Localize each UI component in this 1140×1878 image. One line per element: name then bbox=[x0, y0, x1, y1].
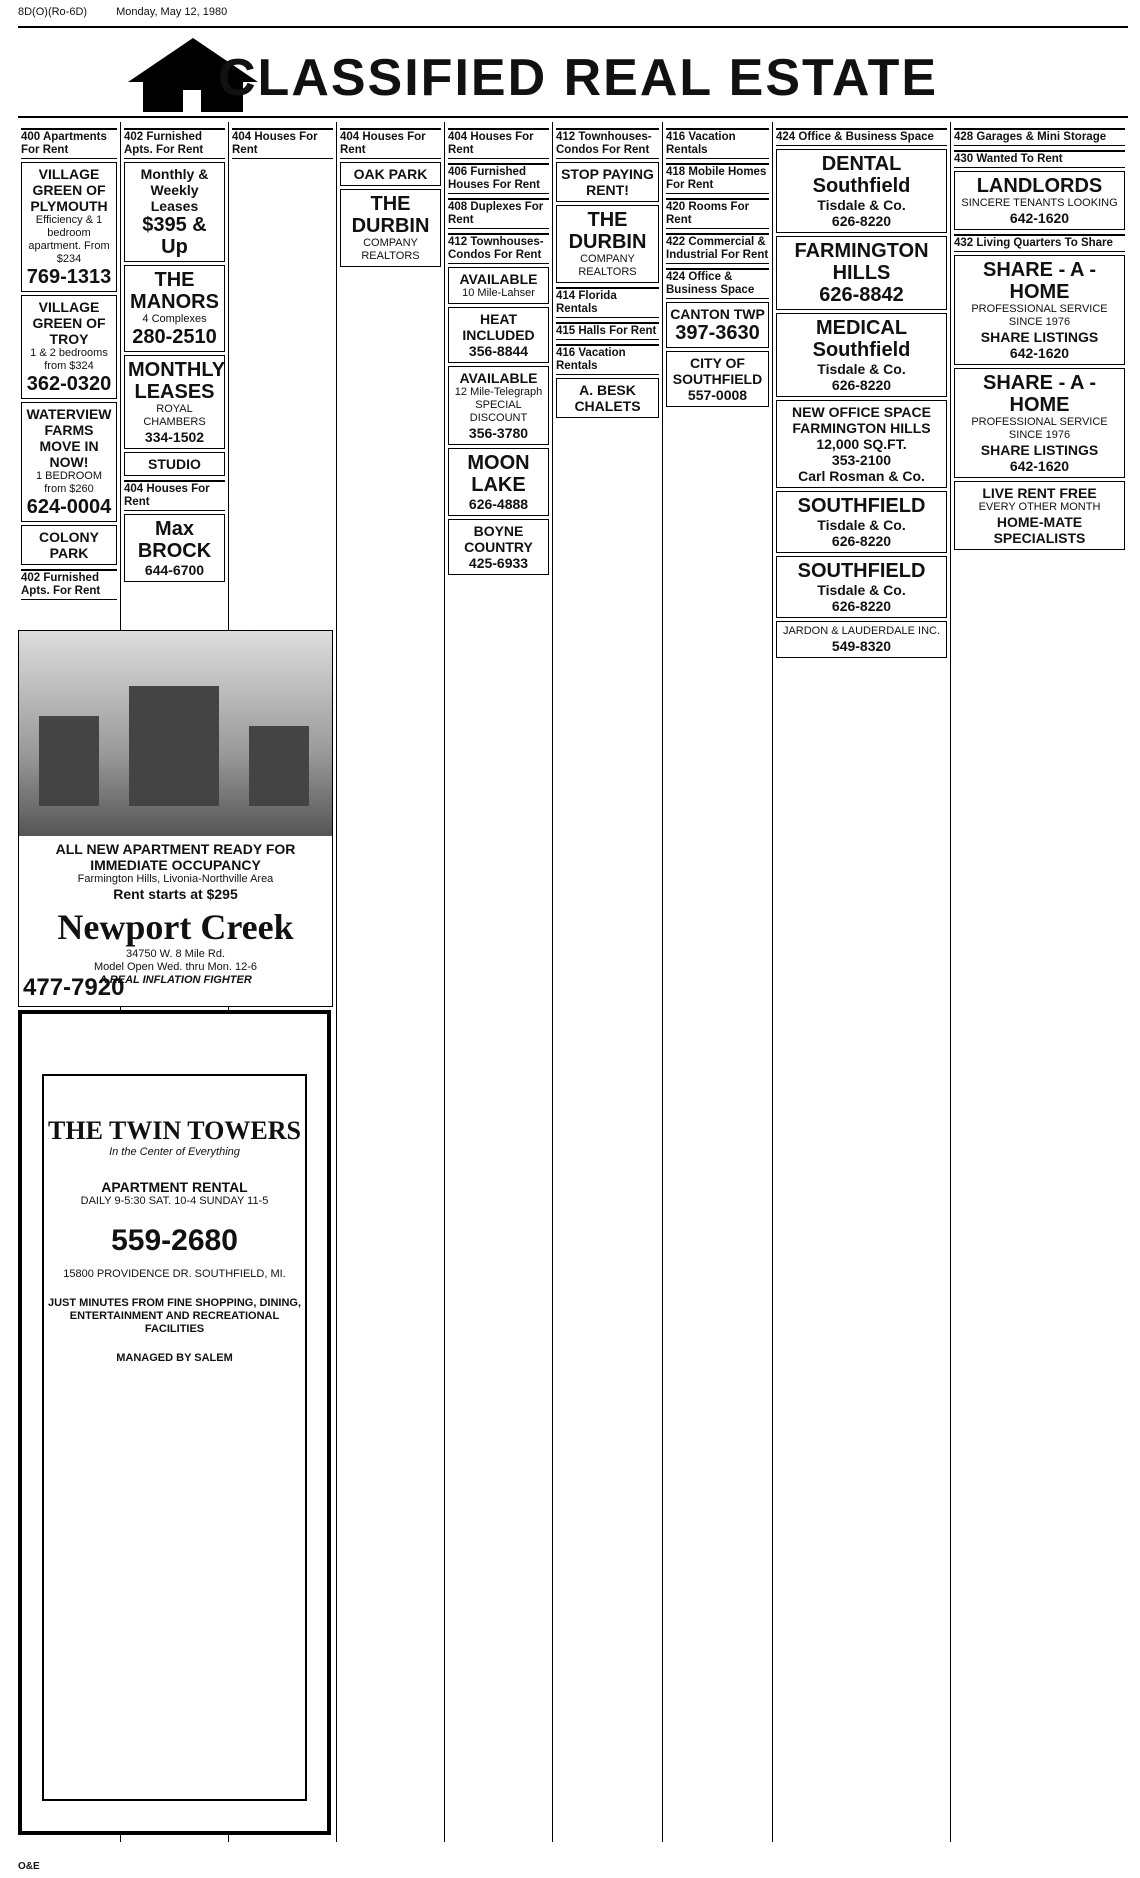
ad-available-10-mile: AVAILABLE 10 Mile-Lahser bbox=[448, 267, 549, 304]
section-heading: 415 Halls For Rent bbox=[556, 322, 659, 340]
section-heading: 416 Vacation Rentals bbox=[666, 128, 769, 159]
ad-monthly-leases: MONTHLY LEASES ROYAL CHAMBERS 334-1502 bbox=[124, 355, 225, 449]
column-6 bbox=[552, 122, 662, 1842]
apartment-photo bbox=[19, 631, 332, 836]
ad-village-green-troy: VILLAGE GREEN OF TROY 1 & 2 bedrooms from $324 362-0320 bbox=[21, 295, 117, 399]
ad-new-office-space: NEW OFFICE SPACE FARMINGTON HILLS 12,000 SQ.FT. 353-2100 Carl Rosman & Co. bbox=[776, 400, 947, 488]
ad-besk-chalets: A. BESK CHALETS bbox=[556, 378, 659, 418]
ad-share-a-home-2: SHARE - A - HOME PROFESSIONAL SERVICE SINCE 1976 SHARE LISTINGS 642-1620 bbox=[954, 368, 1125, 478]
section-heading: 404 Houses For Rent bbox=[448, 128, 549, 159]
ad-the-manors: THE MANORS 4 Complexes 280-2510 bbox=[124, 265, 225, 352]
newport-copy: ALL NEW APARTMENT READY FOR IMMEDIATE OCCUPANCY Farmington Hills, Livonia-Northville Area Rent starts at $295 Newport Creek 34750 W. 8 Mile Rd. Model Open Wed. thru Mon. 12-6 A REAL INFLATION FIGHTER bbox=[25, 841, 326, 987]
section-heading: 414 Florida Rentals bbox=[556, 287, 659, 318]
section-heading: 432 Living Quarters To Share bbox=[954, 234, 1125, 252]
section-heading: 404 Houses For Rent bbox=[124, 480, 225, 511]
ad-city-of-southfield: CITY OF SOUTHFIELD 557-0008 bbox=[666, 351, 769, 407]
building-shape bbox=[249, 726, 309, 806]
issue-date: Monday, May 12, 1980 bbox=[116, 6, 228, 18]
section-heading: 416 Vacation Rentals bbox=[556, 344, 659, 375]
ad-studio: STUDIO bbox=[124, 452, 225, 476]
ad-medical: MEDICAL Southfield Tisdale & Co. 626-8220 bbox=[776, 313, 947, 397]
ad-jardon: JARDON & LAUDERDALE INC. 549-8320 bbox=[776, 621, 947, 658]
classified-banner bbox=[18, 26, 1128, 118]
newport-phone: 477-7920 bbox=[23, 974, 125, 1001]
building-shape bbox=[39, 716, 99, 806]
ad-heat-included: HEAT INCLUDED 356-8844 bbox=[448, 307, 549, 363]
page-footer bbox=[18, 1861, 40, 1872]
section-heading: 402 Furnished Apts. For Rent bbox=[21, 569, 117, 600]
section-heading: 400 Apartments For Rent bbox=[21, 128, 117, 159]
newport-brand: Newport Creek bbox=[57, 907, 294, 947]
ad-waterview-farms: WATERVIEW FARMS MOVE IN NOW! 1 BEDROOM from $260 624-0004 bbox=[21, 402, 117, 522]
ad-newport-creek bbox=[18, 630, 333, 1007]
section-heading: 412 Townhouses-Condos For Rent bbox=[556, 128, 659, 159]
ad-colony-park: COLONY PARK bbox=[21, 525, 117, 565]
ad-available-12-mile: AVAILABLE 12 Mile-Telegraph SPECIAL DISCOUNT 356-3780 bbox=[448, 366, 549, 445]
building-shape bbox=[129, 686, 219, 806]
publisher-mark: O&E bbox=[18, 1861, 40, 1872]
column-5 bbox=[444, 122, 552, 1842]
banner-title: CLASSIFIED REAL ESTATE bbox=[218, 49, 939, 107]
section-heading: 430 Wanted To Rent bbox=[954, 150, 1125, 168]
section-heading: 408 Duplexes For Rent bbox=[448, 198, 549, 229]
ad-dental: DENTAL Southfield Tisdale & Co. 626-8220 bbox=[776, 149, 947, 233]
column-8 bbox=[772, 122, 950, 1842]
ad-durbin-1: THE DURBIN COMPANY REALTORS bbox=[340, 189, 441, 267]
ad-farmington-hills: FARMINGTON HILLS 626-8842 bbox=[776, 236, 947, 310]
section-heading: 412 Townhouses-Condos For Rent bbox=[448, 233, 549, 264]
ad-oak-park: OAK PARK bbox=[340, 162, 441, 186]
ad-durbin-2: THE DURBIN COMPANY REALTORS bbox=[556, 205, 659, 283]
ad-max-brock: Max BROCK 644-6700 bbox=[124, 514, 225, 582]
ad-share-a-home-1: SHARE - A - HOME PROFESSIONAL SERVICE SINCE 1976 SHARE LISTINGS 642-1620 bbox=[954, 255, 1125, 365]
ad-boyne-country: BOYNE COUNTRY 425-6933 bbox=[448, 519, 549, 575]
section-heading: 404 Houses For Rent bbox=[340, 128, 441, 159]
ad-stop-paying-rent: STOP PAYING RENT! bbox=[556, 162, 659, 202]
column-7 bbox=[662, 122, 772, 1842]
ad-village-green-plymouth: VILLAGE GREEN OF PLYMOUTH Efficiency & 1 bedroom apartment. From $234 769-1313 bbox=[21, 162, 117, 292]
ad-southfield-2: SOUTHFIELD Tisdale & Co. 626-8220 bbox=[776, 491, 947, 553]
ad-landlords: LANDLORDS SINCERE TENANTS LOOKING 642-1620 bbox=[954, 171, 1125, 230]
section-heading: 406 Furnished Houses For Rent bbox=[448, 163, 549, 194]
ad-live-rent-free: LIVE RENT FREE EVERY OTHER MONTH HOME-MATE SPECIALISTS bbox=[954, 481, 1125, 550]
ad-southfield-3: SOUTHFIELD Tisdale & Co. 626-8220 bbox=[776, 556, 947, 618]
ad-moon-lake: MOON LAKE 626-4888 bbox=[448, 448, 549, 516]
towers-frame: THE TWIN TOWERS In the Center of Everything APARTMENT RENTAL DAILY 9-5:30 SAT. 10-4 SUNDAY 11-5 559-2680 15800 PROVIDENCE DR. SOUTHFIELD, MI. JUST MINUTES FROM FINE SHOPPING, DINING, ENTERTAINMENT AND RECREATIONAL FACILITIES MANAGED BY SALEM bbox=[42, 1074, 307, 1801]
section-heading: 418 Mobile Homes For Rent bbox=[666, 163, 769, 194]
edition-code: 8D(O)(Ro-6D) bbox=[18, 6, 88, 18]
section-heading: 422 Commercial & Industrial For Rent bbox=[666, 233, 769, 264]
column-4 bbox=[336, 122, 444, 1842]
section-heading: 424 Office & Business Space bbox=[776, 128, 947, 146]
ad-twin-towers bbox=[18, 1010, 331, 1835]
section-heading: 428 Garages & Mini Storage bbox=[954, 128, 1125, 146]
column-9 bbox=[950, 122, 1128, 1842]
ad-canton-twp: CANTON TWP 397-3630 bbox=[666, 302, 769, 348]
ad-monthly-weekly: Monthly & Weekly Leases $395 & Up bbox=[124, 162, 225, 262]
section-heading: 420 Rooms For Rent bbox=[666, 198, 769, 229]
section-heading: 404 Houses For Rent bbox=[232, 128, 333, 159]
section-heading: 402 Furnished Apts. For Rent bbox=[124, 128, 225, 159]
page-header bbox=[18, 6, 253, 18]
section-heading: 424 Office & Business Space bbox=[666, 268, 769, 299]
